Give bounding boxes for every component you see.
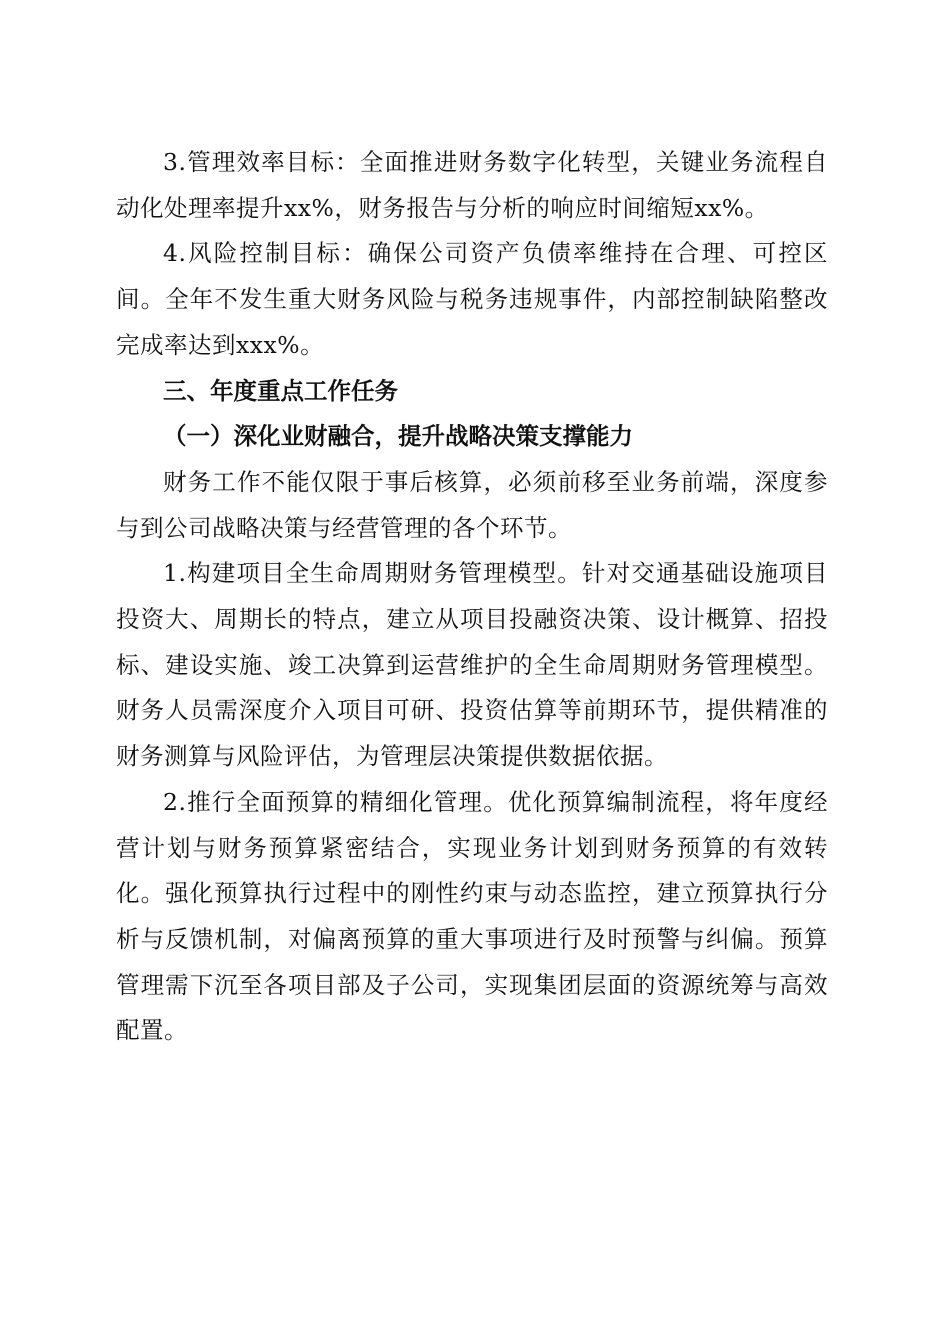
paragraph-project-lifecycle-model: 1.构建项目全生命周期财务管理模型。针对交通基础设施项目投资大、周期长的特点，建立从项目投融资决策、设计概算、招投标、建设实施、竣工决算到运营维护的全生命周期财务管理模型。财务人员需深度介入项目可研、投资估算等前期环节，提供精准的财务测算与风险评估，为管理层决策提供数据依据。 [116, 559, 828, 771]
subsection-heading-business-finance-integration: （一）深化业财融合，提升战略决策支撑能力 [163, 422, 633, 451]
paragraph-management-efficiency-goal: 3.管理效率目标：全面推进财务数字化转型，关键业务流程自动化处理率提升xx%，财务报告与分析的响应时间缩短xx%。 [116, 148, 828, 222]
paragraph-risk-control-goal: 4.风险控制目标：确保公司资产负债率维持在合理、可控区间。全年不发生重大财务风险与税务违规事件，内部控制缺陷整改完成率达到xxx%。 [116, 239, 828, 359]
paragraph-finance-front-end: 财务工作不能仅限于事后核算，必须前移至业务前端，深度参与到公司战略决策与经营管理的各个环节。 [116, 467, 828, 542]
section-heading-annual-key-tasks: 三、年度重点工作任务 [163, 376, 398, 405]
document-body [116, 140, 828, 1054]
paragraph-comprehensive-budget: 2.推行全面预算的精细化管理。优化预算编制流程，将年度经营计划与财务预算紧密结合，实现业务计划到财务预算的有效转化。强化预算执行过程中的刚性约束与动态监控，建立预算执行分析与反馈机制，对偏离预算的重大事项进行及时预警与纠偏。预算管理需下沉至各项目部及子公司，实现集团层面的资源统筹与高效配置。 [116, 787, 828, 1045]
